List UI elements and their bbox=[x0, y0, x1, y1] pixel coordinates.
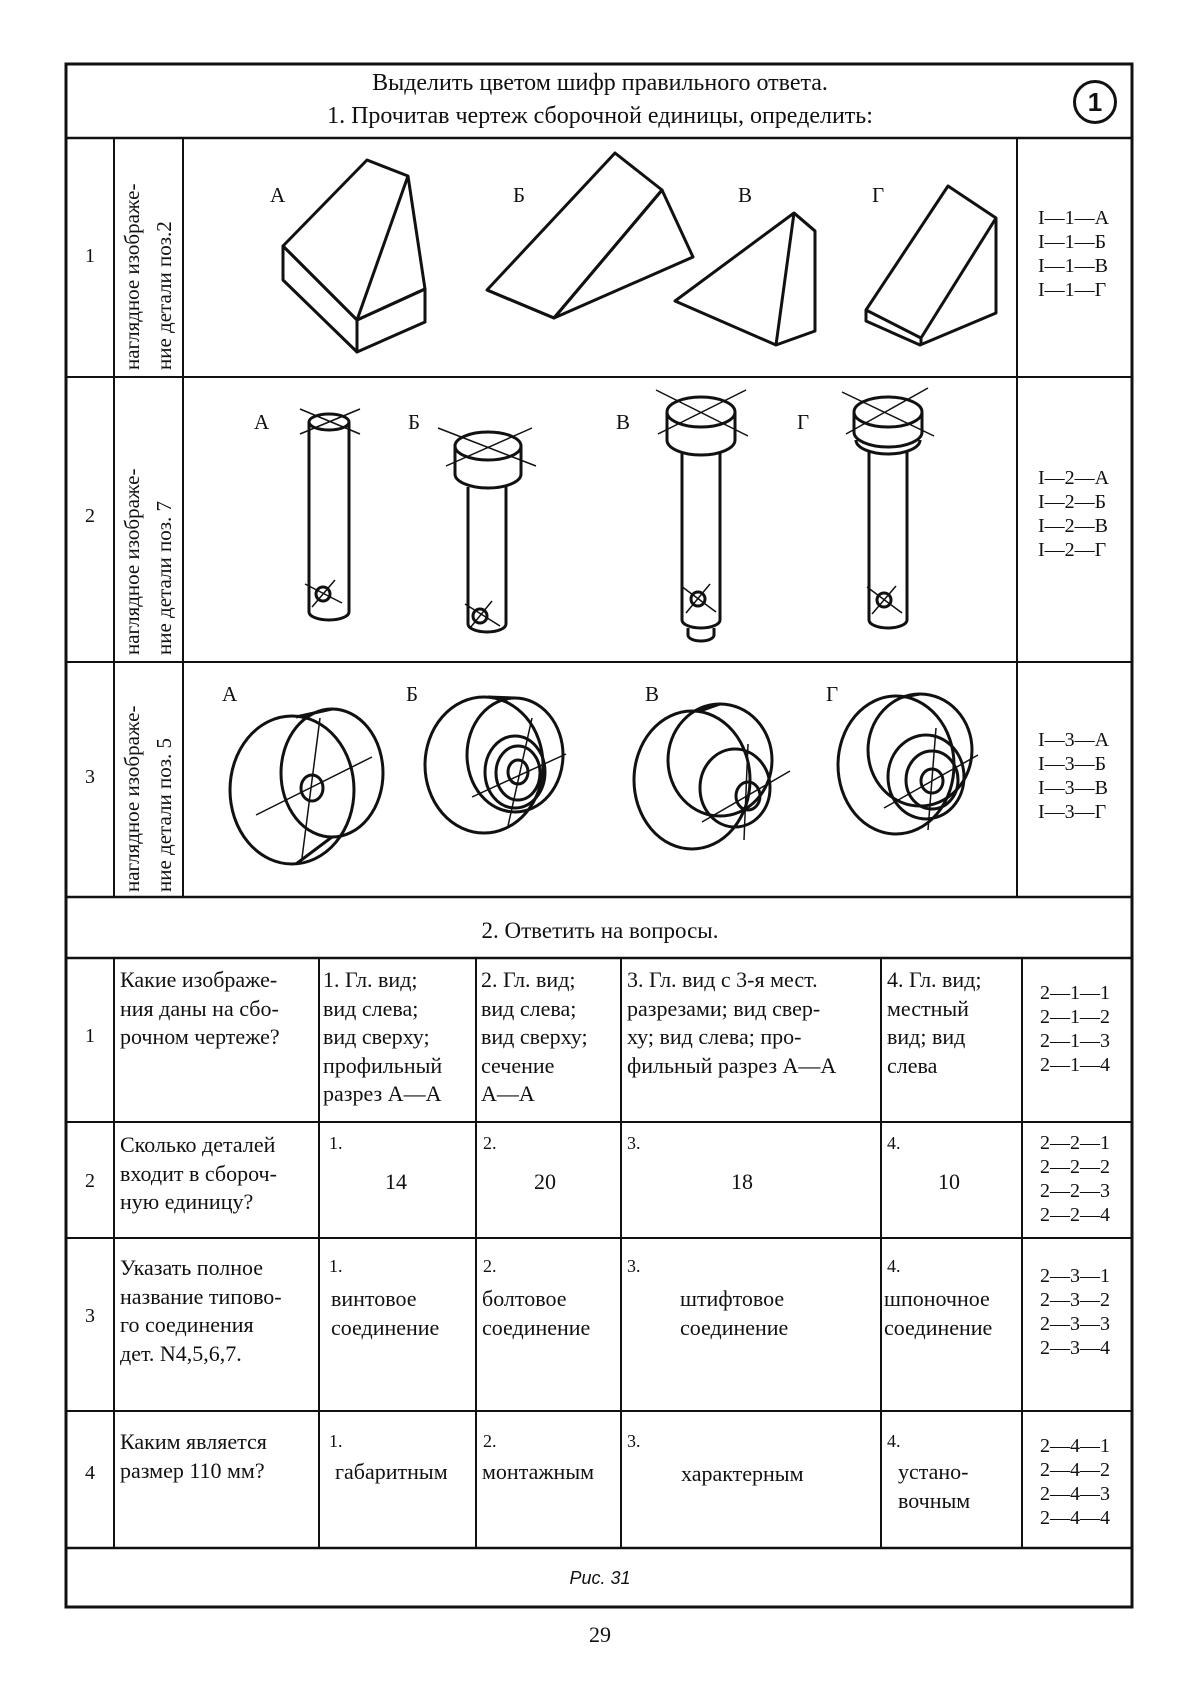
answer-number: 1. bbox=[329, 1431, 343, 1451]
s1-row-label: наглядное изображе- ние детали поз. 5 bbox=[120, 705, 176, 892]
answer-number: 2. bbox=[483, 1133, 497, 1153]
answer-option[interactable]: 1. Гл. вид; вид слева; вид сверху; профильный разрез А—А bbox=[323, 967, 443, 1107]
answer-option[interactable]: 4. Гл. вид; местный вид; вид слева bbox=[887, 967, 982, 1078]
figure-letter: Г bbox=[797, 410, 810, 434]
answer-code[interactable]: 2—4—4 bbox=[1040, 1507, 1110, 1529]
wedge-figure-v bbox=[675, 213, 815, 345]
answer-number: 3. bbox=[627, 1133, 641, 1153]
answer-code[interactable]: 2—1—2 bbox=[1040, 1006, 1110, 1028]
answer-codes bbox=[1038, 728, 1109, 824]
figure-letter: А bbox=[254, 410, 270, 434]
answer-code[interactable]: 2—3—2 bbox=[1040, 1289, 1110, 1311]
answer-code[interactable]: I—3—А bbox=[1038, 729, 1110, 751]
answer-code[interactable]: 2—4—3 bbox=[1040, 1483, 1110, 1505]
answer-code[interactable]: 2—1—3 bbox=[1040, 1030, 1110, 1052]
figure-letter: Б bbox=[406, 682, 419, 706]
answer-codes bbox=[1038, 466, 1109, 562]
question-text: Сколько деталей входит в сбороч- ную единицу? bbox=[120, 1132, 277, 1215]
task-number-badge: 1 bbox=[1073, 80, 1117, 124]
answer-code[interactable]: I—2—Б bbox=[1038, 491, 1107, 513]
figure-caption: Рис. 31 bbox=[569, 1568, 631, 1588]
figure-letter: А bbox=[222, 682, 238, 706]
answer-codes bbox=[1038, 206, 1109, 302]
section-2-title: 2. Ответить на вопросы. bbox=[481, 918, 719, 943]
answer-code[interactable]: I—1—В bbox=[1038, 255, 1108, 277]
answer-code[interactable]: 2—2—2 bbox=[1040, 1156, 1110, 1178]
figure-letter: Г bbox=[872, 183, 885, 207]
answer-option[interactable]: устано- вочным bbox=[898, 1459, 971, 1513]
figure-letter: В bbox=[645, 682, 660, 706]
answer-code[interactable]: I—1—Б bbox=[1038, 231, 1107, 253]
s2-row-number: 1 bbox=[85, 1025, 95, 1047]
answer-code[interactable]: 2—3—1 bbox=[1040, 1265, 1110, 1287]
figure-letter: Б bbox=[408, 410, 421, 434]
wheel-figure-v bbox=[634, 704, 790, 849]
answer-number: 3. bbox=[627, 1256, 641, 1276]
s1-row-number: 1 bbox=[85, 245, 95, 267]
answer-option[interactable]: характерным bbox=[681, 1461, 804, 1486]
wedge-figure-g bbox=[866, 186, 996, 345]
answer-option[interactable]: монтажным bbox=[482, 1459, 595, 1484]
s1-row-number: 2 bbox=[85, 505, 95, 527]
question-text: Какие изображе- ния даны на сбо- рочном чертеже? bbox=[120, 967, 280, 1050]
s2-row-number: 3 bbox=[85, 1305, 95, 1327]
answer-code[interactable]: I—2—В bbox=[1038, 515, 1108, 537]
answer-option[interactable]: 10 bbox=[938, 1169, 960, 1194]
figure-letter: В bbox=[616, 410, 631, 434]
answer-codes bbox=[1040, 1131, 1110, 1227]
answer-option[interactable]: 14 bbox=[385, 1169, 407, 1194]
page-number: 29 bbox=[589, 1622, 611, 1647]
answer-code[interactable]: 2—2—4 bbox=[1040, 1204, 1110, 1226]
question-text: Каким является размер 110 мм? bbox=[120, 1429, 267, 1483]
wheel-figure-a bbox=[230, 709, 383, 864]
figure-letter: Б bbox=[513, 183, 526, 207]
answer-number: 4. bbox=[887, 1431, 901, 1451]
answer-code[interactable]: I—3—Г bbox=[1038, 801, 1107, 823]
answer-code[interactable]: 2—3—4 bbox=[1040, 1337, 1110, 1359]
s2-row-number: 2 bbox=[85, 1170, 95, 1192]
figure-letter: А bbox=[270, 183, 286, 207]
answer-number: 2. bbox=[483, 1256, 497, 1276]
s1-row-label: наглядное изображе- ние детали поз. 7 bbox=[120, 468, 176, 655]
figure-letter: В bbox=[738, 183, 753, 207]
answer-option[interactable]: штифтовое соединение bbox=[680, 1286, 789, 1340]
s1-row-number: 3 bbox=[85, 766, 95, 788]
answer-code[interactable]: I—2—А bbox=[1038, 467, 1110, 489]
wheel-figure-b bbox=[425, 697, 566, 833]
figure-letter: Г bbox=[826, 682, 839, 706]
wedge-figure-b bbox=[487, 153, 693, 318]
answer-code[interactable]: I—3—В bbox=[1038, 777, 1108, 799]
answer-option[interactable]: габаритным bbox=[335, 1459, 448, 1484]
answer-codes bbox=[1040, 1264, 1110, 1360]
answer-number: 3. bbox=[627, 1431, 641, 1451]
answer-option[interactable]: шпоночное соединение bbox=[884, 1286, 993, 1340]
answer-code[interactable]: I—3—Б bbox=[1038, 753, 1107, 775]
answer-number: 4. bbox=[887, 1133, 901, 1153]
s2-row-number: 4 bbox=[85, 1462, 95, 1484]
pin-figure-b bbox=[438, 428, 536, 632]
answer-option[interactable]: 2. Гл. вид; вид слева; вид сверху; сечение А—А bbox=[481, 967, 588, 1107]
pin-figure-a bbox=[300, 409, 360, 620]
s1-row-label: наглядное изображе- ние детали поз.2 bbox=[120, 183, 176, 370]
answer-code[interactable]: 2—2—3 bbox=[1040, 1180, 1110, 1202]
answer-code[interactable]: I—2—Г bbox=[1038, 539, 1107, 561]
wheel-figure-g bbox=[838, 694, 978, 834]
answer-option[interactable]: болтовое соединение bbox=[482, 1286, 591, 1340]
answer-code[interactable]: 2—4—1 bbox=[1040, 1435, 1110, 1457]
answer-option[interactable]: винтовое соединение bbox=[331, 1286, 440, 1340]
question-text: Указать полное название типово- го соединения дет. N4,5,6,7. bbox=[120, 1255, 282, 1366]
pin-figure-v bbox=[656, 390, 748, 641]
answer-code[interactable]: 2—3—3 bbox=[1040, 1313, 1110, 1335]
answer-option[interactable]: 20 bbox=[534, 1169, 556, 1194]
answer-number: 1. bbox=[329, 1133, 343, 1153]
answer-number: 1. bbox=[329, 1256, 343, 1276]
answer-code[interactable]: 2—1—4 bbox=[1040, 1054, 1110, 1076]
pin-figure-g bbox=[842, 388, 934, 628]
answer-option[interactable]: 3. Гл. вид с 3-я мест. разрезами; вид свер- ху; вид слева; про- фильный разрез А—А bbox=[627, 967, 837, 1078]
answer-codes bbox=[1040, 981, 1110, 1077]
answer-number: 2. bbox=[483, 1431, 497, 1451]
answer-code[interactable]: I—1—А bbox=[1038, 207, 1110, 229]
answer-code[interactable]: I—1—Г bbox=[1038, 279, 1107, 301]
answer-code[interactable]: 2—2—1 bbox=[1040, 1132, 1110, 1154]
header-task: 1. Прочитав чертеж сборочной единицы, определить: bbox=[327, 103, 873, 129]
answer-option[interactable]: 18 bbox=[731, 1169, 753, 1194]
answer-number: 4. bbox=[887, 1256, 901, 1276]
answer-code[interactable]: 2—4—2 bbox=[1040, 1459, 1110, 1481]
answer-code[interactable]: 2—1—1 bbox=[1040, 982, 1110, 1004]
wedge-figure-a bbox=[283, 160, 425, 352]
header-instruction: Выделить цветом шифр правильного ответа. bbox=[372, 70, 828, 96]
answer-codes bbox=[1040, 1434, 1110, 1530]
outer-frame bbox=[66, 64, 1132, 1607]
